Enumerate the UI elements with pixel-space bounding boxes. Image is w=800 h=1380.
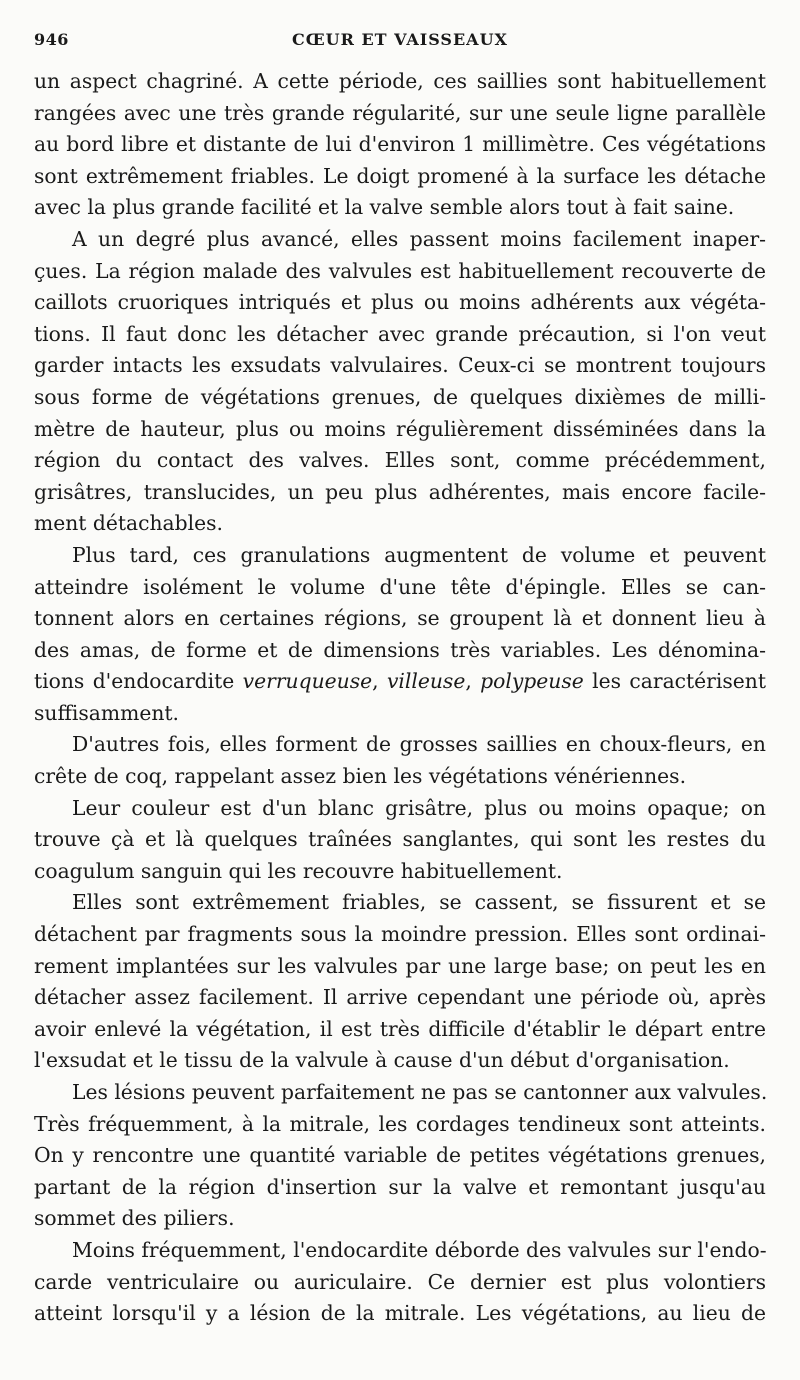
italic-term: villeuse [386, 669, 466, 694]
text-line: tonnent alors en certaines régions, se groupent là et donnent lieu à [34, 606, 766, 631]
text-line: Les lésions peuvent parfaitement ne pas se cantonner aux valvules. [72, 1080, 768, 1104]
text-line: avec la plus grande facilité et la valve semble alors tout à fait saine. [34, 195, 735, 220]
text-line: tions. Il faut donc les détacher avec grande précaution, si l'on veut [34, 321, 766, 346]
text-line: partant de la région d'insertion sur la valve et remontant jusqu'au [34, 1174, 766, 1199]
text-line: Leur couleur est d'un blanc grisâtre, plus ou moins opaque; on [72, 795, 766, 820]
text-line: caillots cruoriques intriqués et plus ou moins adhérents aux végéta- [34, 290, 766, 315]
text-line: avoir enlevé la végétation, il est très difficile d'établir le départ entre [34, 1016, 766, 1041]
text-line: garder intacts les exsudats valvulaires. Ceux-ci se montrent toujours [34, 353, 766, 378]
text-line: sont extrêmement friables. Le doigt promené à la surface les détache [34, 163, 766, 188]
text-line: ment détachables. [34, 511, 223, 536]
text-run: , [465, 669, 481, 694]
body-text [34, 66, 766, 1330]
italic-term: polypeuse [480, 669, 584, 694]
running-title: CŒUR ET VAISSEAUX [292, 30, 508, 49]
text-line: On y rencontre une quantité variable de petites végétations grenues, [34, 1143, 766, 1168]
text-line: détachent par fragments sous la moindre pression. Elles sont ordinai- [34, 922, 766, 947]
text-line: au bord libre et distante de lui d'environ 1 millimètre. Ces végétations [34, 132, 766, 157]
text-run: , [372, 669, 387, 694]
text-line: rangées avec une très grande régularité, sur une seule ligne parallèle [34, 100, 766, 125]
text-line: A un degré plus avancé, elles passent moins facilement inaper- [72, 226, 766, 251]
text-run: tions d'endocardite [34, 669, 243, 694]
text-line: coagulum sanguin qui les recouvre habituellement. [34, 858, 563, 883]
text-line: grisâtres, translucides, un peu plus adhérentes, mais encore facile- [34, 479, 766, 504]
text-line: Plus tard, ces granulations augmentent de volume et peuvent [72, 542, 766, 567]
text-line: sous forme de végétations grenues, de quelques dixièmes de milli- [34, 384, 766, 409]
running-head [34, 30, 766, 56]
text-line: mètre de hauteur, plus ou moins régulièrement disséminées dans la [34, 416, 766, 441]
text-line: crête de coq, rappelant assez bien les végétations vénériennes. [34, 764, 687, 789]
text-line: D'autres fois, elles forment de grosses saillies en choux-fleurs, en [72, 732, 766, 757]
text-line: rement implantées sur les valvules par une large base; on peut les en [34, 953, 766, 978]
text-line: l'exsudat et le tissu de la valvule à cause d'un début d'organisation. [34, 1048, 730, 1073]
text-line: détacher assez facilement. Il arrive cependant une période où, après [34, 985, 766, 1010]
text-line: trouve çà et là quelques traînées sanglantes, qui sont les restes du [34, 827, 766, 852]
text-line: atteint lorsqu'il y a lésion de la mitrale. Les végétations, au lieu de [34, 1301, 766, 1326]
text-line: des amas, de forme et de dimensions très variables. Les dénomina- [34, 637, 766, 662]
text-line-with-italics [34, 666, 766, 698]
text-line: carde ventriculaire ou auriculaire. Ce dernier est plus volontiers [34, 1269, 766, 1294]
text-line: Moins fréquemment, l'endocardite déborde des valvules sur l'endo- [72, 1237, 767, 1262]
text-line: Très fréquemment, à la mitrale, les cordages tendineux sont atteints. [34, 1111, 766, 1136]
text-line: atteindre isolément le volume d'une tête d'épingle. Elles se can- [34, 574, 766, 599]
text-line: Elles sont extrêmement friables, se cassent, se fissurent et se [72, 890, 766, 915]
text-line: sommet des piliers. [34, 1206, 235, 1231]
text-line: un aspect chagriné. A cette période, ces saillies sont habituellement [34, 69, 766, 93]
text-run: les caractérisent [583, 669, 766, 694]
text-line: région du contact des valves. Elles sont, comme précédemment, [34, 448, 766, 473]
text-line: çues. La région malade des valvules est habituellement recouverte de [34, 258, 766, 283]
text-line: suffisamment. [34, 700, 179, 725]
italic-term: verruqueuse [242, 669, 373, 694]
page-number: 946 [34, 30, 69, 49]
